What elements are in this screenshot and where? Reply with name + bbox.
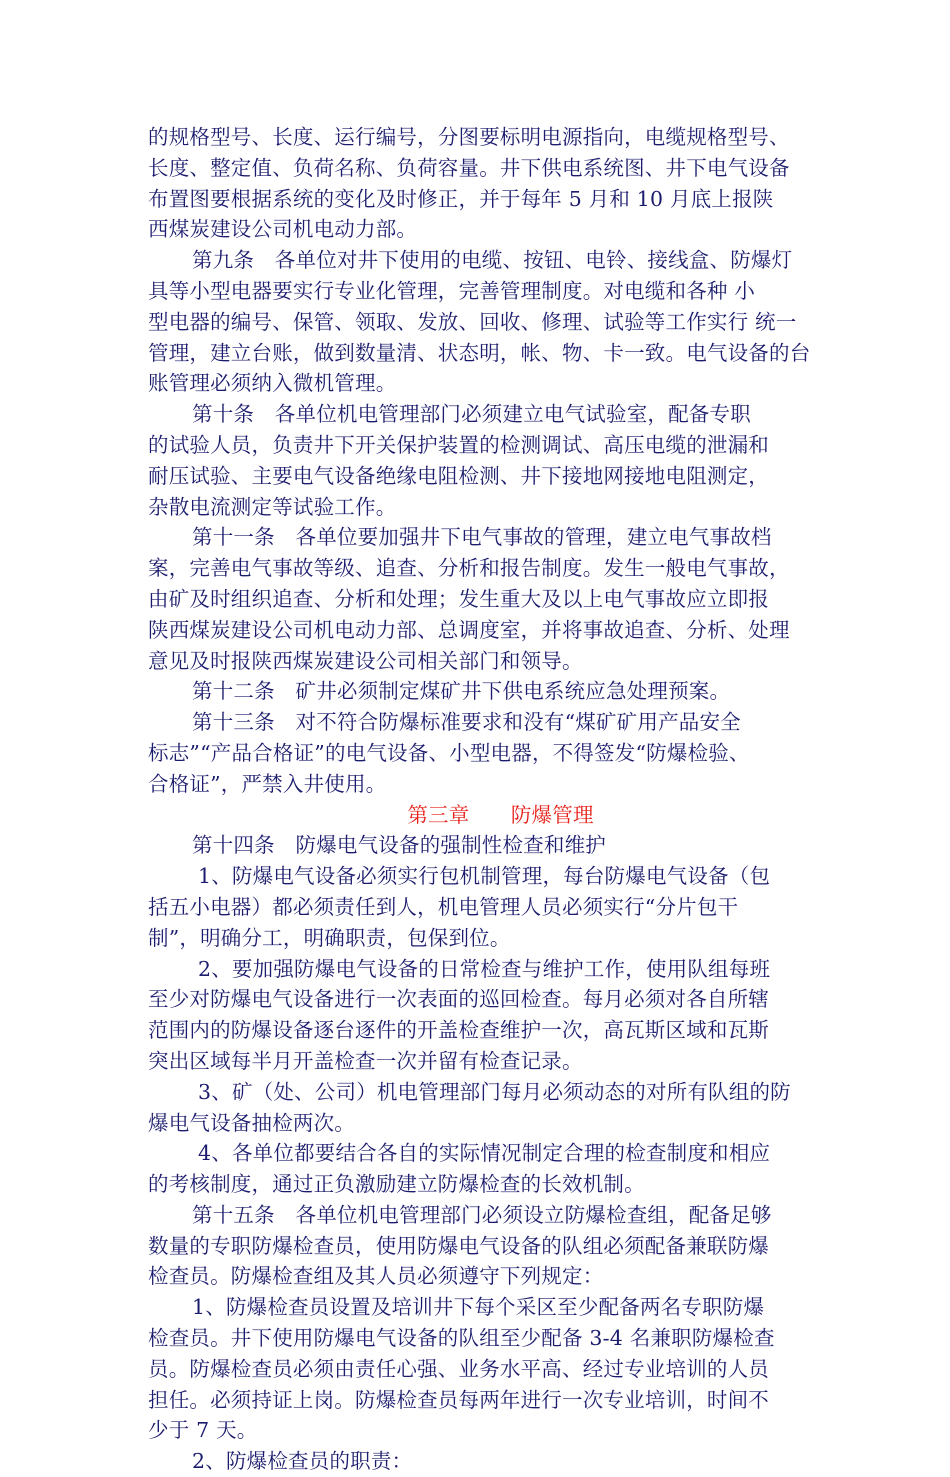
text-line: 2、要加强防爆电气设备的日常检查与维护工作，使用队组每班 [198,956,771,981]
text-line: 第十一条 各单位要加强井下电气事故的管理，建立电气事故档 [192,525,772,550]
text-line: 突出区域每半月开盖检查一次并留有检查记录。 [148,1048,583,1073]
text-line: 的考核制度，通过正负激励建立防爆检查的长效机制。 [148,1172,645,1197]
text-line: 合格证”，严禁入井使用。 [148,771,387,796]
text-line: 爆电气设备抽检两次。 [148,1110,355,1135]
text-line: 第九条 各单位对井下使用的电缆、按钮、电铃、接线盒、防爆灯 [192,248,793,273]
text-line: 案，完善电气事故等级、追查、分析和报告制度。发生一般电气事故， [148,556,790,581]
text-line: 杂散电流测定等试验工作。 [148,494,397,519]
text-line: 范围内的防爆设备逐台逐件的开盖检查维护一次，高瓦斯区域和瓦斯 [148,1018,769,1043]
text-line: 1、防爆检查员设置及培训井下每个采区至少配备两名专职防爆 [192,1295,765,1320]
text-line: 标志”“产品合格证”的电气设备、小型电器，不得签发“防爆检验、 [148,740,750,765]
text-line: 4、各单位都要结合各自的实际情况制定合理的检查制度和相应 [198,1141,771,1166]
text-line: 2、防爆检查员的职责： [192,1449,413,1474]
text-line: 第十三条 对不符合防爆标准要求和没有“煤矿矿用产品安全 [192,710,741,735]
text-line: 长度、整定值、负荷名称、负荷容量。井下供电系统图、井下电气设备 [148,155,790,180]
text-line: 第十条 各单位机电管理部门必须建立电气试验室，配备专职 [192,402,751,427]
text-line: 具等小型电器要实行专业化管理，完善管理制度。对电缆和各种 小 [148,278,756,303]
text-line: 由矿及时组织追查、分析和处理；发生重大及以上电气事故应立即报 [148,586,769,611]
text-line: 型电器的编号、保管、领取、发放、回收、修理、试验等工作实行 统一 [148,309,797,334]
text-line: 西煤炭建设公司机电动力部。 [148,217,418,242]
text-line: 陕西煤炭建设公司机电动力部、总调度室，并将事故追查、分析、处理 [148,617,790,642]
text-line: 担任。必须持证上岗。防爆检查员每两年进行一次专业培训，时间不 [148,1387,769,1412]
text-line: 员。防爆检查员必须由责任心强、业务水平高、经过专业培训的人员 [148,1356,769,1381]
text-line: 的试验人员，负责井下开关保护装置的检测调试、高压电缆的泄漏和 [148,432,769,457]
text-line: 制”，明确分工，明确职责，包保到位。 [148,925,511,950]
text-line: 第十五条 各单位机电管理部门必须设立防爆检查组，配备足够 [192,1202,772,1227]
text-line: 布置图要根据系统的变化及时修正，并于每年 5 月和 10 月底上报陕 [148,186,774,211]
text-line: 至少对防爆电气设备进行一次表面的巡回检查。每月必须对各自所辖 [148,987,769,1012]
text-line: 1、防爆电气设备必须实行包机制管理，每台防爆电气设备（包 [198,864,771,889]
text-line: 耐压试验、主要电气设备绝缘电阻检测、井下接地网接地电阻测定， [148,463,769,488]
document-body [148,122,813,1477]
text-line: 3、矿（处、公司）机电管理部门每月必须动态的对所有队组的防 [198,1079,791,1104]
text-line: 的规格型号、长度、运行编号，分图要标明电源指向，电缆规格型号、 [148,125,790,149]
text-line: 意见及时报陕西煤炭建设公司相关部门和领导。 [148,648,583,673]
chapter-heading: 第三章 防爆管理 [407,802,594,827]
text-line: 少于 7 天。 [148,1418,258,1443]
text-line: 第十二条 矿井必须制定煤矿井下供电系统应急处理预案。 [192,679,731,704]
text-line: 账管理必须纳入微机管理。 [148,371,397,396]
text-line: 检查员。防爆检查组及其人员必须遵守下列规定： [148,1264,604,1289]
text-line: 管理，建立台账，做到数量清、状态明，帐、物、卡一致。电气设备的台 [148,340,811,365]
text-line: 数量的专职防爆检查员，使用防爆电气设备的队组必须配备兼联防爆 [148,1233,769,1258]
text-line: 括五小电器）都必须责任到人，机电管理人员必须实行“分片包干 [148,894,739,919]
text-line: 第十四条 防爆电气设备的强制性检查和维护 [192,833,606,858]
text-line: 检查员。井下使用防爆电气设备的队组至少配备 3-4 名兼职防爆检查 [148,1326,775,1351]
